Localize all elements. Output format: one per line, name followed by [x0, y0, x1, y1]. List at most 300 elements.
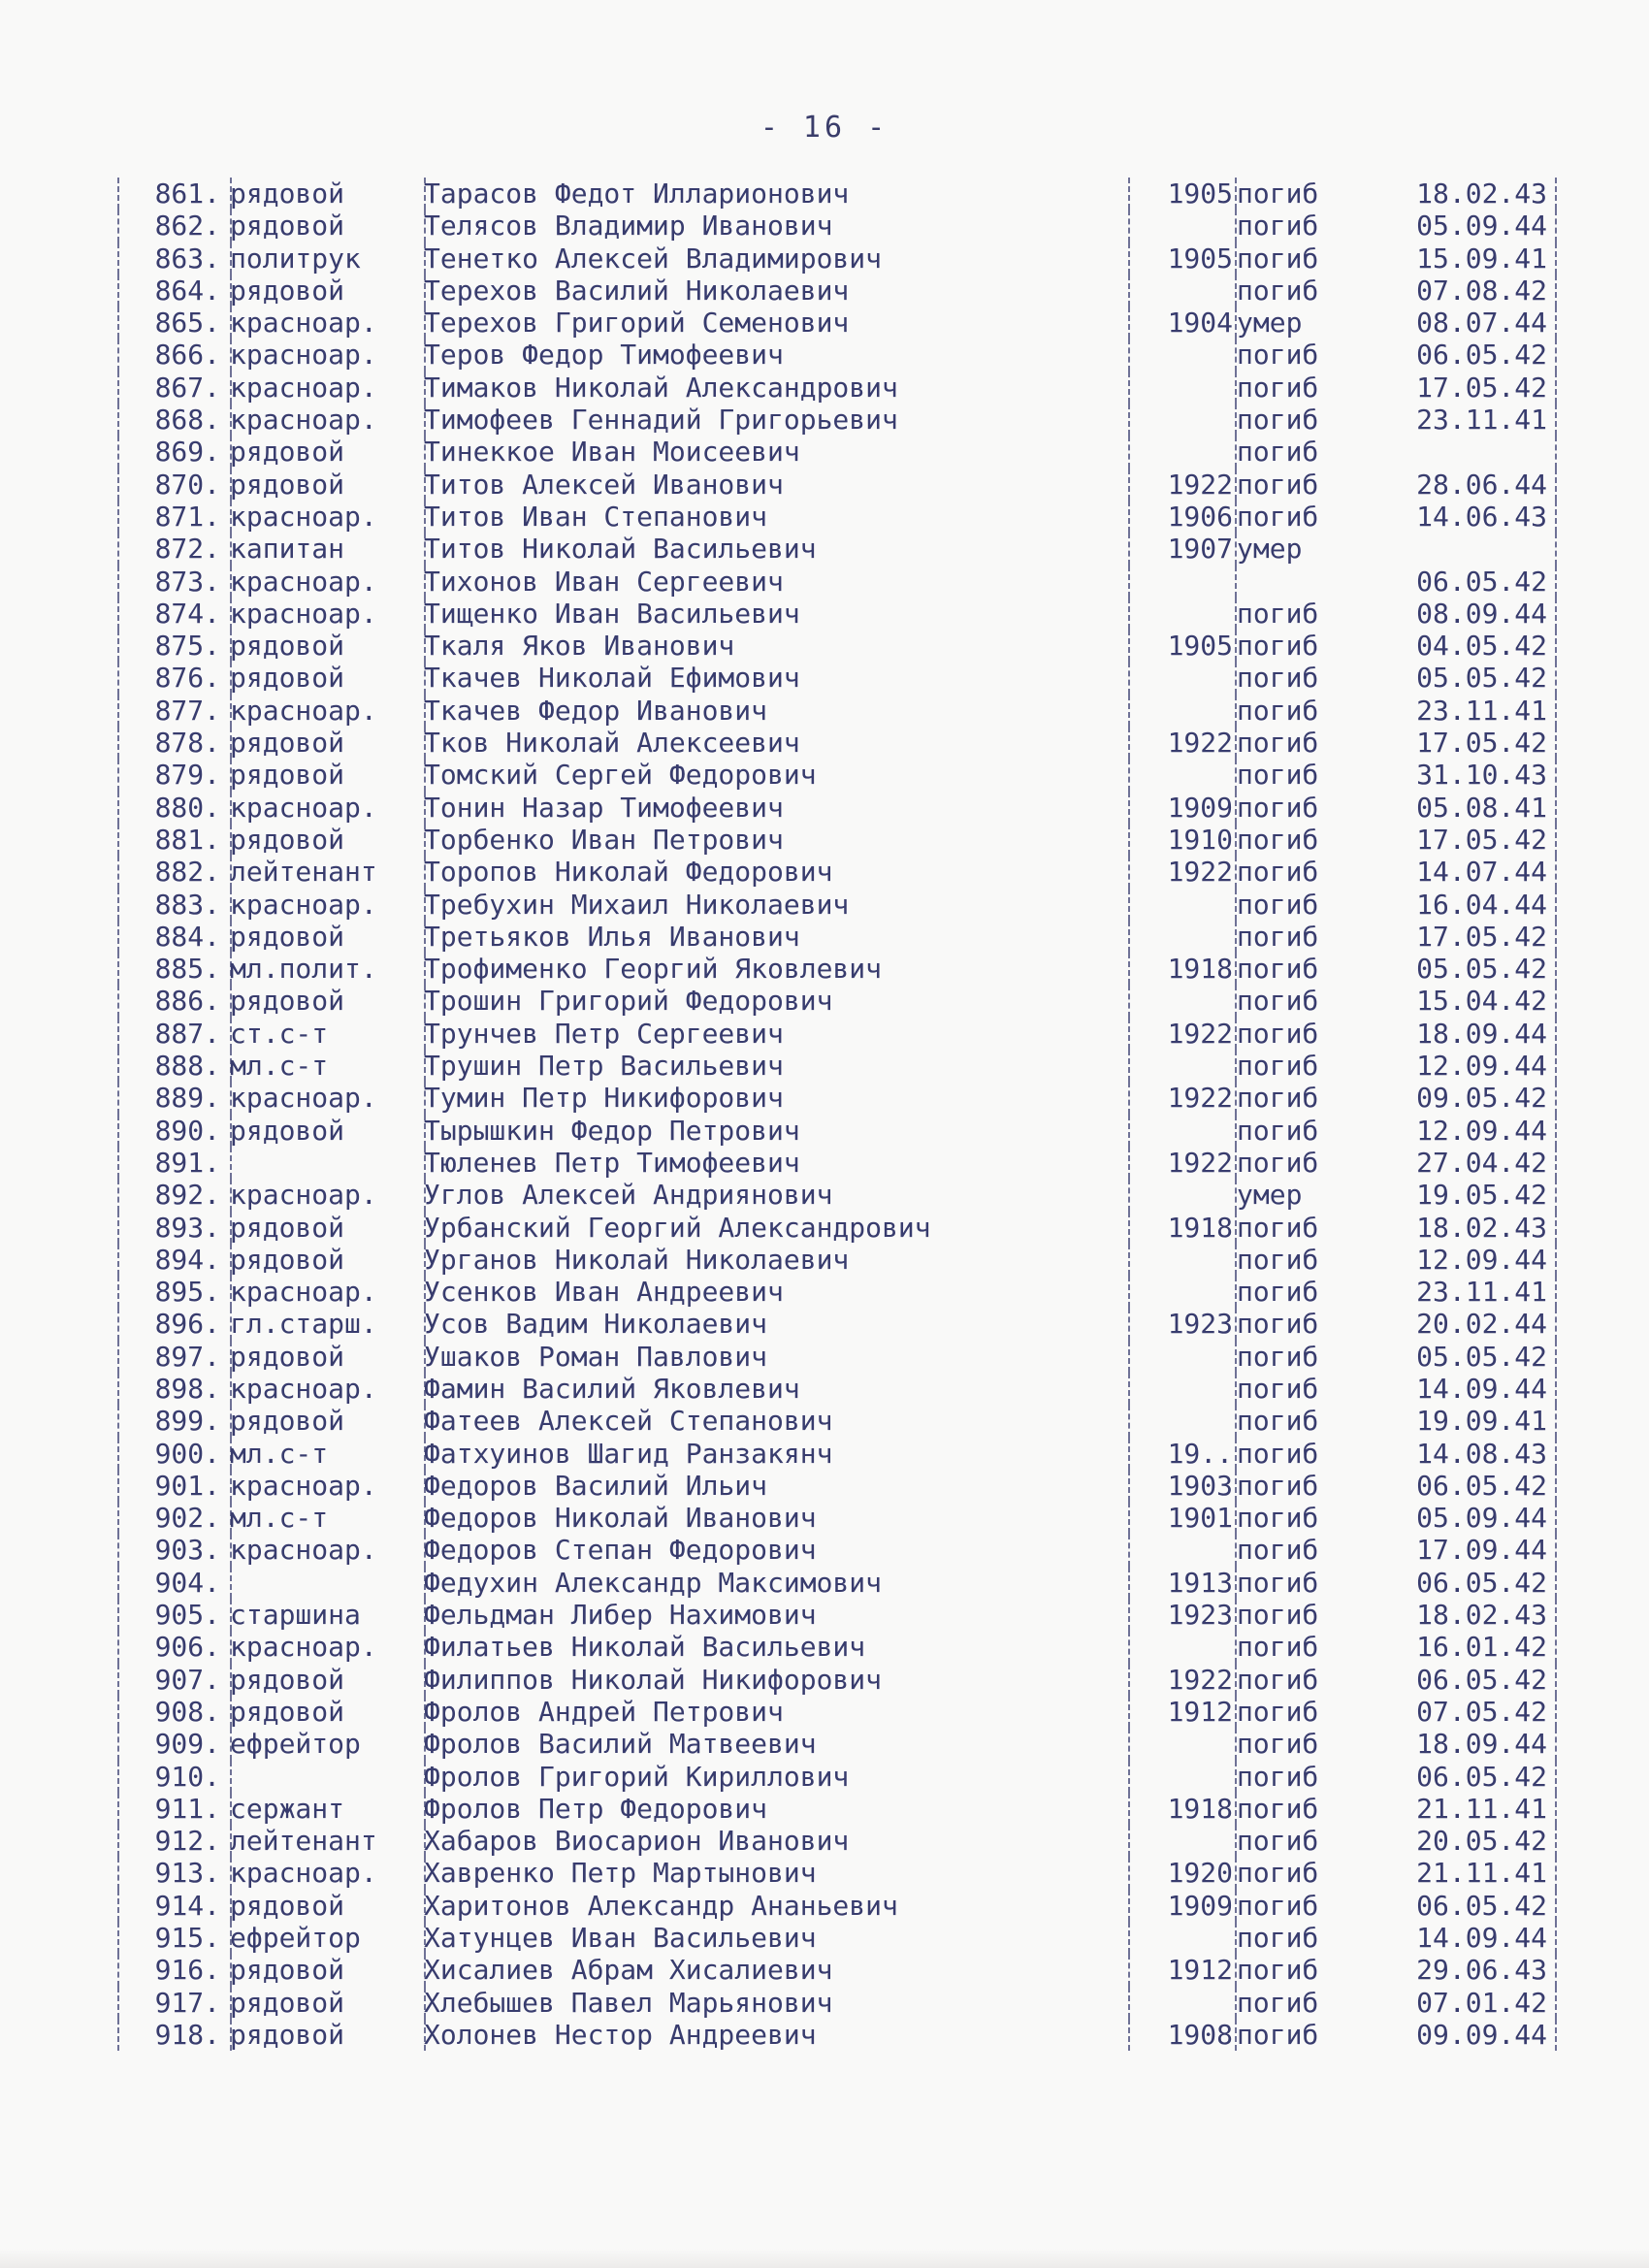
roster-row: [112, 1308, 1557, 1340]
fate-date: 08.09.44: [1416, 597, 1547, 630]
fate-status: погиб: [1237, 1695, 1319, 1728]
fate-date: 05.08.41: [1416, 791, 1547, 824]
fate-status: погиб: [1237, 1372, 1319, 1405]
fate-status: погиб: [1237, 178, 1319, 210]
military-rank: рядовой: [230, 178, 345, 210]
column-separator: [1555, 727, 1557, 759]
fate-status: погиб: [1237, 597, 1319, 630]
military-rank: красноар.: [230, 1276, 377, 1309]
entry-number: 897.: [154, 1340, 220, 1373]
column-separator: [1555, 824, 1557, 856]
fate-date: 06.05.42: [1416, 1566, 1547, 1599]
fate-date: 14.09.44: [1416, 1372, 1547, 1405]
column-separator: [1555, 566, 1557, 598]
fate-date: 07.05.42: [1416, 1695, 1547, 1728]
birth-year: 1909: [1167, 1889, 1233, 1922]
fate-status: погиб: [1237, 1502, 1319, 1535]
birth-year: 1913: [1167, 1566, 1233, 1599]
full-name: Терехов Василий Николаевич: [424, 274, 850, 307]
scan-edge: [0, 2249, 1649, 2268]
column-separator: [1555, 404, 1557, 436]
birth-year: 1903: [1167, 1469, 1233, 1502]
entry-number: 867.: [154, 371, 220, 404]
full-name: Третьяков Илья Иванович: [424, 920, 800, 953]
fate-status: погиб: [1237, 1760, 1319, 1793]
entry-number: 905.: [154, 1599, 220, 1632]
entry-number: 901.: [154, 1469, 220, 1502]
column-separator: [1555, 1664, 1557, 1696]
column-separator: [1555, 469, 1557, 501]
birth-year: 1922: [1167, 1017, 1233, 1050]
fate-date: 19.05.42: [1416, 1179, 1547, 1212]
entry-number: 909.: [154, 1728, 220, 1761]
birth-year: 1923: [1167, 1599, 1233, 1632]
birth-year: 1918: [1167, 1792, 1233, 1825]
military-rank: рядовой: [230, 630, 345, 663]
military-rank: рядовой: [230, 436, 345, 469]
fate-status: погиб: [1237, 468, 1319, 501]
full-name: Титов Николай Васильевич: [424, 533, 817, 566]
birth-year: 1918: [1167, 1211, 1233, 1244]
fate-date: 21.11.41: [1416, 1857, 1547, 1890]
fate-date: 07.08.42: [1416, 274, 1547, 307]
full-name: Ткачев Федор Иванович: [424, 694, 768, 727]
fate-status: погиб: [1237, 1857, 1319, 1890]
fate-date: 17.09.44: [1416, 1534, 1547, 1567]
column-separator: [1555, 1696, 1557, 1728]
full-name: Харитонов Александр Ананьевич: [424, 1889, 898, 1922]
column-separator: [1555, 1857, 1557, 1889]
fate-status: погиб: [1237, 888, 1319, 921]
full-name: Фролов Василий Матвеевич: [424, 1728, 817, 1761]
fate-date: 06.05.42: [1416, 1889, 1547, 1922]
military-rank: мл.полит.: [230, 953, 377, 986]
birth-year: 1922: [1167, 468, 1233, 501]
full-name: Хлебышев Павел Марьянович: [424, 1986, 833, 2019]
fate-date: 18.02.43: [1416, 178, 1547, 210]
roster-row: [112, 792, 1557, 824]
birth-year: 1904: [1167, 307, 1233, 340]
fate-status: погиб: [1237, 823, 1319, 856]
full-name: Тонин Назар Тимофеевич: [424, 791, 784, 824]
column-separator: [1555, 1244, 1557, 1276]
military-rank: рядовой: [230, 920, 345, 953]
roster-row: [112, 1212, 1557, 1244]
full-name: Трошин Григорий Федорович: [424, 985, 833, 1018]
fate-date: 31.10.43: [1416, 759, 1547, 792]
entry-number: 887.: [154, 1017, 220, 1050]
full-name: Торопов Николай Федорович: [424, 856, 833, 889]
column-separator: [1555, 1761, 1557, 1793]
military-rank: рядовой: [230, 1243, 345, 1276]
full-name: Тищенко Иван Васильевич: [424, 597, 800, 630]
roster-row: [112, 985, 1557, 1017]
fate-date: 19.09.41: [1416, 1405, 1547, 1438]
fate-status: погиб: [1237, 856, 1319, 889]
entry-number: 912.: [154, 1825, 220, 1858]
military-rank: рядовой: [230, 1663, 345, 1696]
column-separator: [1555, 1308, 1557, 1340]
birth-year: 1905: [1167, 178, 1233, 210]
fate-status: погиб: [1237, 694, 1319, 727]
fate-status: погиб: [1237, 1276, 1319, 1309]
full-name: Тинеккое Иван Моисеевич: [424, 436, 800, 469]
fate-status: погиб: [1237, 1599, 1319, 1632]
entry-number: 893.: [154, 1211, 220, 1244]
fate-date: 18.09.44: [1416, 1728, 1547, 1761]
full-name: Углов Алексей Андриянович: [424, 1179, 833, 1212]
fate-date: 14.09.44: [1416, 1922, 1547, 1955]
roster-row: [112, 953, 1557, 985]
full-name: Тимаков Николай Александрович: [424, 371, 898, 404]
fate-date: 27.04.42: [1416, 1146, 1547, 1179]
fate-date: 14.08.43: [1416, 1437, 1547, 1470]
full-name: Ушаков Роман Павлович: [424, 1340, 768, 1373]
full-name: Тимофеев Геннадий Григорьевич: [424, 404, 898, 437]
roster-row: [112, 727, 1557, 759]
column-separator: [1555, 1599, 1557, 1631]
entry-number: 888.: [154, 1050, 220, 1083]
full-name: Хавренко Петр Мартынович: [424, 1857, 817, 1890]
entry-number: 882.: [154, 856, 220, 889]
fate-status: погиб: [1237, 1340, 1319, 1373]
entry-number: 883.: [154, 888, 220, 921]
fate-date: 23.11.41: [1416, 404, 1547, 437]
full-name: Фельдман Либер Нахимович: [424, 1599, 817, 1632]
column-separator: [1555, 1567, 1557, 1599]
column-separator: [1555, 307, 1557, 339]
fate-date: 05.09.44: [1416, 210, 1547, 243]
fate-status: погиб: [1237, 920, 1319, 953]
entry-number: 872.: [154, 533, 220, 566]
entry-number: 864.: [154, 274, 220, 307]
fate-date: 21.11.41: [1416, 1792, 1547, 1825]
military-rank: гл.старш.: [230, 1308, 377, 1341]
fate-status: погиб: [1237, 1146, 1319, 1179]
column-separator: [1555, 792, 1557, 824]
roster-row: [112, 210, 1557, 242]
roster-row: [112, 1857, 1557, 1889]
column-separator: [1555, 1179, 1557, 1211]
roster-row: [112, 469, 1557, 501]
birth-year: 19..: [1167, 1437, 1233, 1470]
fate-status: погиб: [1237, 662, 1319, 695]
military-rank: красноар.: [230, 1631, 377, 1664]
column-separator: [1555, 1534, 1557, 1566]
entry-number: 868.: [154, 404, 220, 437]
roster-row: [112, 921, 1557, 953]
fate-status: погиб: [1237, 1825, 1319, 1858]
full-name: Хабаров Виосарион Иванович: [424, 1825, 850, 1858]
column-separator: [1555, 1728, 1557, 1760]
column-separator: [1555, 1954, 1557, 1986]
fate-status: погиб: [1237, 1114, 1319, 1147]
roster-row: [112, 1341, 1557, 1373]
military-rank: красноар.: [230, 1082, 377, 1115]
fate-date: 12.09.44: [1416, 1050, 1547, 1083]
birth-year: 1922: [1167, 1663, 1233, 1696]
military-rank: рядовой: [230, 1889, 345, 1922]
full-name: Фатеев Алексей Степанович: [424, 1405, 833, 1438]
full-name: Ткаля Яков Иванович: [424, 630, 735, 663]
fate-date: 06.05.42: [1416, 1663, 1547, 1696]
fate-status: умер: [1237, 1179, 1303, 1212]
full-name: Торбенко Иван Петрович: [424, 823, 784, 856]
entry-number: 914.: [154, 1889, 220, 1922]
military-rank: красноар.: [230, 371, 377, 404]
column-separator: [1555, 985, 1557, 1017]
fate-status: погиб: [1237, 404, 1319, 437]
column-separator: [1555, 1276, 1557, 1308]
roster-row: [112, 1115, 1557, 1147]
full-name: Телясов Владимир Иванович: [424, 210, 833, 243]
fate-status: погиб: [1237, 1728, 1319, 1761]
full-name: Хатунцев Иван Васильевич: [424, 1922, 817, 1955]
fate-status: погиб: [1237, 274, 1319, 307]
entry-number: 885.: [154, 953, 220, 986]
entry-number: 899.: [154, 1405, 220, 1438]
roster-row: [112, 695, 1557, 727]
full-name: Федоров Степан Федорович: [424, 1534, 817, 1567]
full-name: Терехов Григорий Семенович: [424, 307, 850, 340]
military-rank: ефрейтор: [230, 1728, 361, 1761]
fate-status: погиб: [1237, 1211, 1319, 1244]
column-separator: [1555, 953, 1557, 985]
fate-date: 08.07.44: [1416, 307, 1547, 340]
page-number: - 16 -: [760, 111, 889, 145]
roster-row: [112, 824, 1557, 856]
fate-date: 14.07.44: [1416, 856, 1547, 889]
roster-row: [112, 1664, 1557, 1696]
birth-year: 1920: [1167, 1857, 1233, 1890]
full-name: Филиппов Николай Никифорович: [424, 1663, 883, 1696]
full-name: Федухин Александр Максимович: [424, 1566, 883, 1599]
roster-row: [112, 243, 1557, 275]
military-rank: рядовой: [230, 1954, 345, 1987]
full-name: Фролов Петр Федорович: [424, 1792, 768, 1825]
full-name: Тков Николай Алексеевич: [424, 727, 800, 760]
fate-date: 05.09.44: [1416, 1502, 1547, 1535]
column-separator: [230, 1567, 232, 1599]
full-name: Урганов Николай Николаевич: [424, 1243, 850, 1276]
fate-date: 18.02.43: [1416, 1599, 1547, 1632]
entry-number: 876.: [154, 662, 220, 695]
roster-row: [112, 1082, 1557, 1114]
roster-row: [112, 1728, 1557, 1760]
full-name: Титов Иван Степанович: [424, 500, 768, 533]
birth-year: 1922: [1167, 1146, 1233, 1179]
entry-number: 881.: [154, 823, 220, 856]
fate-status: погиб: [1237, 1631, 1319, 1664]
birth-year: 1923: [1167, 1308, 1233, 1341]
full-name: Тенетко Алексей Владимирович: [424, 242, 883, 275]
column-separator: [1555, 436, 1557, 468]
military-rank: рядовой: [230, 759, 345, 792]
full-name: Хисалиев Абрам Хисалиевич: [424, 1954, 833, 1987]
military-rank: красноар.: [230, 307, 377, 340]
column-separator: [1555, 372, 1557, 404]
entry-number: 910.: [154, 1760, 220, 1793]
full-name: Трунчев Петр Сергеевич: [424, 1017, 784, 1050]
column-separator: [1555, 921, 1557, 953]
entry-number: 896.: [154, 1308, 220, 1341]
roster-row: [112, 372, 1557, 404]
full-name: Трушин Петр Васильевич: [424, 1050, 784, 1083]
column-separator: [1555, 1987, 1557, 2019]
military-rank: рядовой: [230, 985, 345, 1018]
fate-status: погиб: [1237, 1889, 1319, 1922]
column-separator: [230, 1147, 232, 1179]
military-rank: красноар.: [230, 1857, 377, 1890]
column-separator: [1555, 339, 1557, 371]
column-separator: [1555, 856, 1557, 888]
full-name: Урбанский Георгий Александрович: [424, 1211, 931, 1244]
entry-number: 911.: [154, 1792, 220, 1825]
full-name: Трофименко Георгий Яковлевич: [424, 953, 883, 986]
column-separator: [1555, 759, 1557, 791]
fate-date: 09.05.42: [1416, 1082, 1547, 1115]
birth-year: 1908: [1167, 2018, 1233, 2051]
fate-date: 12.09.44: [1416, 1114, 1547, 1147]
birth-year: 1901: [1167, 1502, 1233, 1535]
fate-status: погиб: [1237, 371, 1319, 404]
fate-date: 12.09.44: [1416, 1243, 1547, 1276]
roster-row: [112, 662, 1557, 694]
full-name: Требухин Михаил Николаевич: [424, 888, 850, 921]
military-rank: рядовой: [230, 662, 345, 695]
fate-date: 28.06.44: [1416, 468, 1547, 501]
column-separator: [1555, 1147, 1557, 1179]
roster-row: [112, 1179, 1557, 1211]
fate-status: погиб: [1237, 1050, 1319, 1083]
column-separator: [1555, 1631, 1557, 1663]
fate-date: 18.09.44: [1416, 1017, 1547, 1050]
fate-status: погиб: [1237, 339, 1319, 372]
column-separator: [1555, 275, 1557, 307]
roster-row: [112, 759, 1557, 791]
military-rank: рядовой: [230, 823, 345, 856]
military-rank: рядовой: [230, 2018, 345, 2051]
column-separator: [1555, 695, 1557, 727]
military-rank: капитан: [230, 533, 345, 566]
casualty-roster: [112, 178, 1557, 2051]
birth-year: 1912: [1167, 1954, 1233, 1987]
fate-status: погиб: [1237, 759, 1319, 792]
fate-status: погиб: [1237, 985, 1319, 1018]
military-rank: сержант: [230, 1792, 345, 1825]
fate-status: погиб: [1237, 1566, 1319, 1599]
birth-year: 1922: [1167, 1082, 1233, 1115]
fate-date: 20.05.42: [1416, 1825, 1547, 1858]
birth-year: 1907: [1167, 533, 1233, 566]
roster-row: [112, 1050, 1557, 1082]
fate-status: погиб: [1237, 953, 1319, 986]
column-separator: [1555, 1115, 1557, 1147]
military-rank: красноар.: [230, 500, 377, 533]
roster-row: [112, 2019, 1557, 2051]
entry-number: 891.: [154, 1146, 220, 1179]
fate-status: погиб: [1237, 1308, 1319, 1341]
full-name: Усенков Иван Андреевич: [424, 1276, 784, 1309]
military-rank: красноар.: [230, 404, 377, 437]
fate-status: умер: [1237, 533, 1303, 566]
fate-date: 17.05.42: [1416, 823, 1547, 856]
roster-row: [112, 178, 1557, 210]
entry-number: 865.: [154, 307, 220, 340]
fate-date: 29.06.43: [1416, 1954, 1547, 1987]
fate-date: 18.02.43: [1416, 1211, 1547, 1244]
column-separator: [1555, 630, 1557, 662]
roster-row: [112, 339, 1557, 371]
roster-row: [112, 1244, 1557, 1276]
birth-year: 1906: [1167, 500, 1233, 533]
full-name: Фролов Григорий Кириллович: [424, 1760, 850, 1793]
entry-number: 877.: [154, 694, 220, 727]
fate-date: 17.05.42: [1416, 727, 1547, 760]
fate-date: 17.05.42: [1416, 371, 1547, 404]
fate-status: погиб: [1237, 727, 1319, 760]
birth-year: 1910: [1167, 823, 1233, 856]
entry-number: 873.: [154, 565, 220, 598]
roster-row: [112, 1373, 1557, 1405]
column-separator: [1555, 889, 1557, 921]
fate-status: погиб: [1237, 210, 1319, 243]
fate-status: погиб: [1237, 1437, 1319, 1470]
roster-row: [112, 1987, 1557, 2019]
full-name: Ткачев Николай Ефимович: [424, 662, 800, 695]
full-name: Тарасов Федот Илларионович: [424, 178, 850, 210]
fate-date: 04.05.42: [1416, 630, 1547, 663]
roster-row: [112, 856, 1557, 888]
column-separator: [1235, 566, 1237, 598]
military-rank: политрук: [230, 242, 361, 275]
column-separator: [1555, 598, 1557, 630]
fate-status: погиб: [1237, 1663, 1319, 1696]
full-name: Титов Алексей Иванович: [424, 468, 784, 501]
roster-row: [112, 630, 1557, 662]
full-name: Тихонов Иван Сергеевич: [424, 565, 784, 598]
birth-year: 1905: [1167, 630, 1233, 663]
column-separator: [1555, 1082, 1557, 1114]
roster-row: [112, 1954, 1557, 1986]
fate-date: 05.05.42: [1416, 1340, 1547, 1373]
entry-number: 902.: [154, 1502, 220, 1535]
roster-row: [112, 1761, 1557, 1793]
military-rank: красноар.: [230, 888, 377, 921]
military-rank: рядовой: [230, 210, 345, 243]
roster-row: [112, 1470, 1557, 1502]
entry-number: 916.: [154, 1954, 220, 1987]
full-name: Тюленев Петр Тимофеевич: [424, 1146, 800, 1179]
fate-date: 06.05.42: [1416, 339, 1547, 372]
military-rank: рядовой: [230, 468, 345, 501]
fate-date: 14.06.43: [1416, 500, 1547, 533]
military-rank: рядовой: [230, 1405, 345, 1438]
full-name: Усов Вадим Николаевич: [424, 1308, 768, 1341]
fate-date: 15.09.41: [1416, 242, 1547, 275]
military-rank: красноар.: [230, 1372, 377, 1405]
entry-number: 895.: [154, 1276, 220, 1309]
fate-status: погиб: [1237, 1469, 1319, 1502]
military-rank: ефрейтор: [230, 1922, 361, 1955]
full-name: Тумин Петр Никифорович: [424, 1082, 784, 1115]
fate-status: погиб: [1237, 1986, 1319, 2019]
column-separator: [1555, 178, 1557, 210]
fate-date: 17.05.42: [1416, 920, 1547, 953]
roster-row: [112, 1502, 1557, 1534]
entry-number: 862.: [154, 210, 220, 243]
entry-number: 890.: [154, 1114, 220, 1147]
